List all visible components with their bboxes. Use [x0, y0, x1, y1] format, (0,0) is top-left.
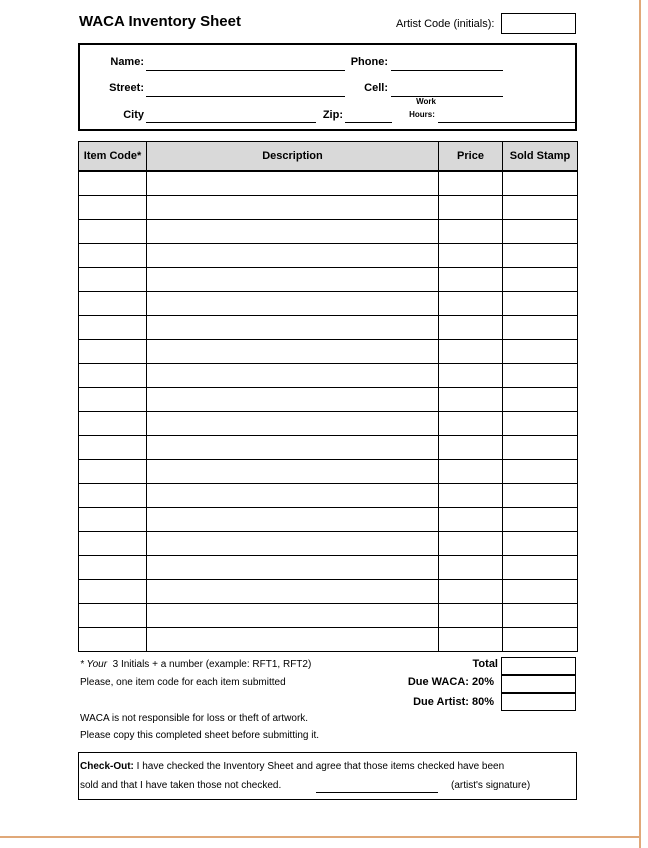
page-edge-right: [639, 0, 641, 848]
table-row: [79, 508, 578, 532]
description-cell[interactable]: [147, 171, 439, 196]
price-cell[interactable]: [439, 532, 503, 556]
description-cell[interactable]: [147, 580, 439, 604]
sold-stamp-cell[interactable]: [503, 532, 578, 556]
column-header-item-code: Item Code*: [79, 142, 147, 172]
city-label: City: [123, 109, 144, 121]
price-cell[interactable]: [439, 484, 503, 508]
description-cell[interactable]: [147, 292, 439, 316]
price-cell[interactable]: [439, 364, 503, 388]
table-row: [79, 316, 578, 340]
item-code-cell[interactable]: [79, 436, 147, 460]
table-row: [79, 364, 578, 388]
sold-stamp-cell[interactable]: [503, 580, 578, 604]
footnote-prefix: * Your: [80, 659, 108, 670]
name-label: Name:: [110, 56, 144, 68]
sold-stamp-cell[interactable]: [503, 316, 578, 340]
item-code-cell[interactable]: [79, 268, 147, 292]
table-row: [79, 171, 578, 196]
sold-stamp-cell[interactable]: [503, 436, 578, 460]
item-code-cell[interactable]: [79, 580, 147, 604]
item-code-cell[interactable]: [79, 556, 147, 580]
description-cell[interactable]: [147, 508, 439, 532]
item-code-cell[interactable]: [79, 460, 147, 484]
checkout-line-1: I have checked the Inventory Sheet and agree that those items checked have been: [133, 761, 505, 772]
street-label: Street:: [109, 82, 144, 94]
table-body: [79, 171, 578, 652]
one-code-per-item-note: Please, one item code for each item submitted: [80, 677, 286, 688]
price-cell[interactable]: [439, 171, 503, 196]
table-row: [79, 244, 578, 268]
table-row: [79, 580, 578, 604]
work-hours-field[interactable]: [438, 122, 576, 123]
item-code-cell[interactable]: [79, 220, 147, 244]
price-cell[interactable]: [439, 244, 503, 268]
description-cell[interactable]: [147, 244, 439, 268]
item-code-cell[interactable]: [79, 316, 147, 340]
price-cell[interactable]: [439, 436, 503, 460]
table-row: [79, 532, 578, 556]
checkout-label: Check-Out:: [80, 761, 134, 772]
total-label: Total: [472, 658, 498, 670]
sold-stamp-cell[interactable]: [503, 460, 578, 484]
due-waca-label: Due WACA: 20%: [407, 676, 494, 688]
description-cell[interactable]: [147, 460, 439, 484]
page-edge-bottom: [0, 836, 641, 838]
price-cell[interactable]: [439, 268, 503, 292]
liability-disclaimer: WACA is not responsible for loss or theft of artwork.: [80, 713, 309, 724]
table-row: [79, 268, 578, 292]
description-cell[interactable]: [147, 484, 439, 508]
sold-stamp-cell[interactable]: [503, 268, 578, 292]
item-code-footnote: [80, 659, 311, 670]
description-cell[interactable]: [147, 220, 439, 244]
sold-stamp-cell[interactable]: [503, 508, 578, 532]
sold-stamp-cell[interactable]: [503, 292, 578, 316]
price-cell[interactable]: [439, 580, 503, 604]
work-label: Work: [416, 97, 436, 106]
city-field[interactable]: [146, 122, 316, 123]
street-field[interactable]: [146, 96, 345, 97]
item-code-cell[interactable]: [79, 628, 147, 652]
price-cell[interactable]: [439, 604, 503, 628]
table-row: [79, 196, 578, 220]
price-cell[interactable]: [439, 628, 503, 652]
signature-label: (artist's signature): [451, 780, 531, 791]
zip-label: Zip:: [322, 109, 343, 121]
checkout-statement: [80, 761, 504, 772]
sold-stamp-cell[interactable]: [503, 364, 578, 388]
name-field[interactable]: [146, 70, 345, 71]
price-cell[interactable]: [439, 220, 503, 244]
item-code-cell[interactable]: [79, 292, 147, 316]
phone-label: Phone:: [350, 56, 388, 68]
due-artist-field[interactable]: [501, 693, 576, 711]
due-artist-label: Due Artist: 80%: [413, 696, 494, 708]
description-cell[interactable]: [147, 364, 439, 388]
artist-signature-field[interactable]: [316, 792, 438, 793]
description-cell[interactable]: [147, 412, 439, 436]
description-cell[interactable]: [147, 268, 439, 292]
table-row: [79, 436, 578, 460]
table-header-row: [79, 142, 578, 172]
table-row: [79, 628, 578, 652]
sold-stamp-cell[interactable]: [503, 220, 578, 244]
price-cell[interactable]: [439, 292, 503, 316]
column-header-sold-stamp: Sold Stamp: [503, 142, 578, 172]
description-cell[interactable]: [147, 532, 439, 556]
sold-stamp-cell[interactable]: [503, 244, 578, 268]
table-row: [79, 292, 578, 316]
sold-stamp-cell[interactable]: [503, 388, 578, 412]
column-header-description: Description: [147, 142, 439, 172]
description-cell[interactable]: [147, 604, 439, 628]
item-code-cell[interactable]: [79, 171, 147, 196]
table-row: [79, 412, 578, 436]
zip-field[interactable]: [345, 122, 392, 123]
sheet-title: WACA Inventory Sheet: [79, 13, 241, 30]
due-waca-field[interactable]: [501, 675, 576, 693]
description-cell[interactable]: [147, 316, 439, 340]
hours-label: Hours:: [409, 110, 435, 119]
item-code-cell[interactable]: [79, 340, 147, 364]
sold-stamp-cell[interactable]: [503, 604, 578, 628]
cell-label: Cell:: [364, 82, 388, 94]
item-code-cell[interactable]: [79, 364, 147, 388]
description-cell[interactable]: [147, 628, 439, 652]
item-code-cell[interactable]: [79, 412, 147, 436]
table-row: [79, 220, 578, 244]
table-row: [79, 604, 578, 628]
sold-stamp-cell[interactable]: [503, 340, 578, 364]
price-cell[interactable]: [439, 556, 503, 580]
price-cell[interactable]: [439, 340, 503, 364]
price-cell[interactable]: [439, 196, 503, 220]
inventory-table: [78, 141, 578, 652]
description-cell[interactable]: [147, 556, 439, 580]
table-row: [79, 484, 578, 508]
sold-stamp-cell[interactable]: [503, 556, 578, 580]
sold-stamp-cell[interactable]: [503, 628, 578, 652]
total-field[interactable]: [501, 657, 576, 675]
item-code-cell[interactable]: [79, 484, 147, 508]
item-code-cell[interactable]: [79, 388, 147, 412]
price-cell[interactable]: [439, 508, 503, 532]
sold-stamp-cell[interactable]: [503, 171, 578, 196]
sold-stamp-cell[interactable]: [503, 484, 578, 508]
copy-sheet-note: Please copy this completed sheet before submitting it.: [80, 730, 320, 741]
item-code-cell[interactable]: [79, 196, 147, 220]
table-row: [79, 556, 578, 580]
price-cell[interactable]: [439, 316, 503, 340]
description-cell[interactable]: [147, 340, 439, 364]
item-code-cell[interactable]: [79, 244, 147, 268]
table-row: [79, 460, 578, 484]
item-code-cell[interactable]: [79, 532, 147, 556]
price-cell[interactable]: [439, 388, 503, 412]
table-row: [79, 388, 578, 412]
description-cell[interactable]: [147, 196, 439, 220]
artist-code-field[interactable]: [501, 13, 576, 34]
table-row: [79, 340, 578, 364]
checkout-line-2: sold and that I have taken those not checked.: [80, 780, 282, 791]
sold-stamp-cell[interactable]: [503, 412, 578, 436]
artist-code-label: Artist Code (initials):: [396, 18, 495, 30]
sold-stamp-cell[interactable]: [503, 196, 578, 220]
description-cell[interactable]: [147, 388, 439, 412]
item-code-cell[interactable]: [79, 508, 147, 532]
column-header-price: Price: [439, 142, 503, 172]
footnote-text: 3 Initials + a number (example: RFT1, RFT2): [112, 659, 312, 670]
phone-field[interactable]: [391, 70, 503, 71]
price-cell[interactable]: [439, 460, 503, 484]
price-cell[interactable]: [439, 412, 503, 436]
description-cell[interactable]: [147, 436, 439, 460]
item-code-cell[interactable]: [79, 604, 147, 628]
